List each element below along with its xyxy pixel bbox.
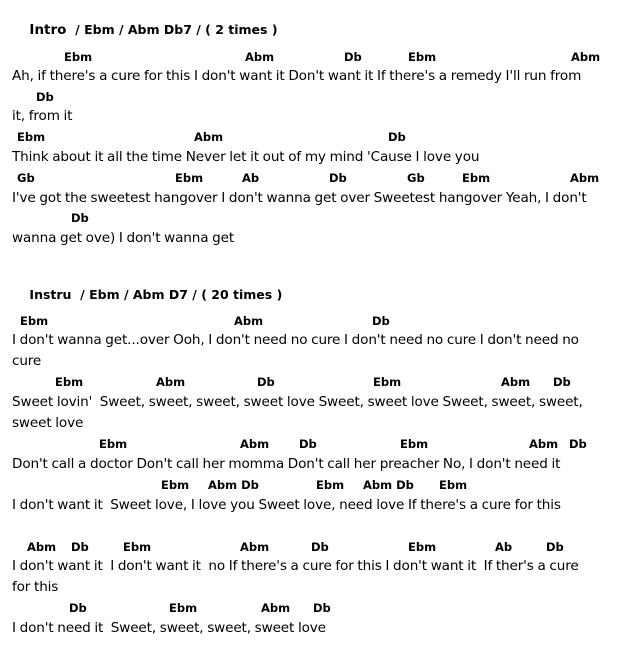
chord: Gb — [407, 171, 425, 185]
lyric-line: I don't wanna get...over Ooh, I don't need no cure I don't need no cure I don't need no — [12, 332, 579, 348]
chord: Db — [71, 540, 89, 554]
chord: Db — [344, 50, 362, 64]
instru-progression: / Ebm / Abm D7 / ( 20 times ) — [80, 286, 283, 302]
chord: Abm — [501, 375, 531, 389]
chord: Db — [71, 211, 89, 225]
chord: Abm — [234, 314, 264, 328]
chord: Abm — [245, 50, 275, 64]
chord: Db — [372, 314, 390, 328]
chord: Ebm — [373, 375, 402, 389]
chord: Ebm — [462, 171, 491, 185]
chord: Abm — [27, 540, 57, 554]
lyric-line: cure — [12, 353, 42, 369]
instru-title: Instru — [29, 286, 72, 302]
chord: Db — [553, 375, 571, 389]
chord: Ab — [242, 171, 260, 185]
lyric-line: sweet love — [12, 415, 84, 431]
chord: Ebm — [439, 478, 468, 492]
instru-heading — [12, 276, 282, 314]
lyric-line: I don't want it I don't want it no If there's a cure for this I don't want it If ther's a cure — [12, 558, 579, 574]
lyric-line: I don't want it Sweet love, I love you Sweet love, need love If there's a cure for this — [12, 497, 561, 513]
lyric-line: Ah, if there's a cure for this I don't want it Don't want it If there's a remedy I'll run from — [12, 68, 582, 84]
chord: Db — [257, 375, 275, 389]
chord: Abm Db — [208, 478, 259, 492]
chord: Ebm — [316, 478, 345, 492]
chord: Abm — [240, 437, 270, 451]
chord: Abm — [571, 50, 601, 64]
chord: Abm — [529, 437, 559, 451]
lyric-line: it, from it — [12, 108, 73, 124]
chord: Db — [546, 540, 564, 554]
chord: Ebm — [64, 50, 93, 64]
chord: Db — [311, 540, 329, 554]
chord: Db — [69, 601, 87, 615]
chord: Ebm — [175, 171, 204, 185]
chord: Ebm — [408, 540, 437, 554]
chord: Ebm — [161, 478, 190, 492]
chord: Ebm — [99, 437, 128, 451]
chord: Db — [299, 437, 317, 451]
chord: Ebm — [17, 130, 46, 144]
chord: Db — [569, 437, 587, 451]
chord: Db — [388, 130, 406, 144]
chord: Ebm — [123, 540, 152, 554]
chord: Ebm — [400, 437, 429, 451]
chord: Db — [36, 90, 54, 104]
lyric-line: wanna get ove) I don't wanna get — [12, 230, 235, 246]
lyric-line: I've got the sweetest hangover I don't wanna get over Sweetest hangover Yeah, I don't — [12, 190, 587, 206]
chord: Abm — [261, 601, 291, 615]
intro-progression: / Ebm / Abm Db7 / ( 2 times ) — [75, 21, 278, 37]
chord: Abm — [240, 540, 270, 554]
chord: Abm Db — [363, 478, 414, 492]
chord: Db — [329, 171, 347, 185]
chord: Ebm — [20, 314, 49, 328]
chord: Gb — [17, 171, 35, 185]
chord: Ebm — [408, 50, 437, 64]
chord: Ab — [495, 540, 513, 554]
chord: Abm — [194, 130, 224, 144]
chord: Db — [313, 601, 331, 615]
lyric-line: Sweet lovin' Sweet, sweet, sweet, sweet love Sweet, sweet love Sweet, sweet, sweet, — [12, 394, 583, 410]
lyric-line: I don't need it Sweet, sweet, sweet, sweet love — [12, 620, 326, 636]
intro-title: Intro — [29, 21, 67, 38]
lyric-line: Think about it all the time Never let it out of my mind 'Cause I love you — [12, 149, 480, 165]
lyric-line: Don't call a doctor Don't call her momma Don't call her preacher No, I don't need it — [12, 456, 561, 472]
chord: Abm — [156, 375, 186, 389]
chord: Abm — [570, 171, 600, 185]
lyric-line: for this — [12, 579, 59, 595]
intro-heading — [12, 11, 278, 50]
chord: Ebm — [169, 601, 198, 615]
chord: Ebm — [55, 375, 84, 389]
